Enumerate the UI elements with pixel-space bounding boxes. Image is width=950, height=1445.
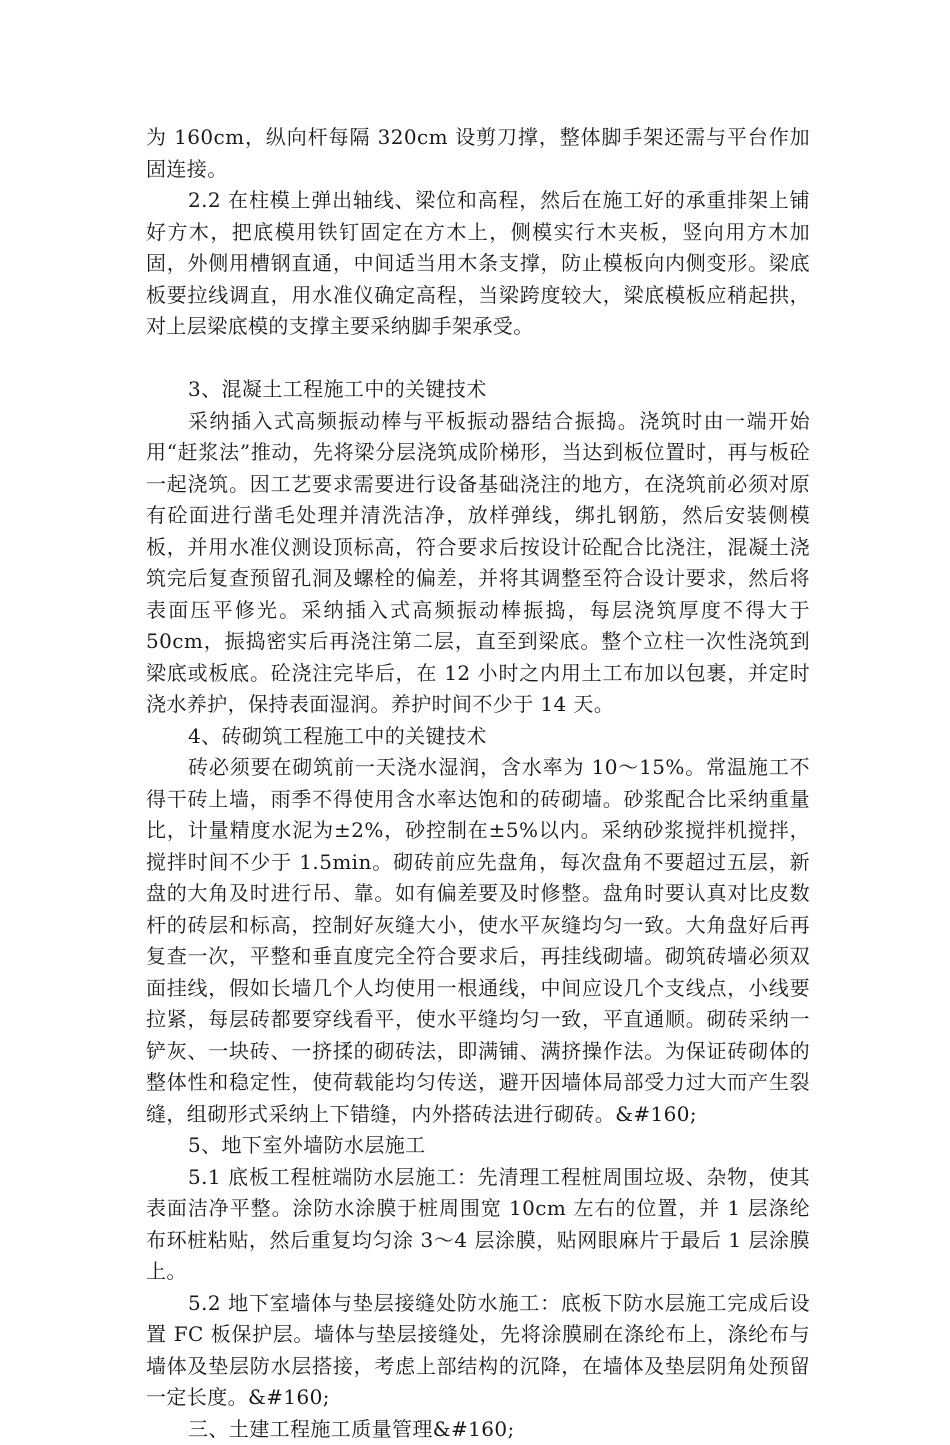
paragraph-waterproofing-5-2: 5.2 地下室墙体与垫层接缝处防水施工：底板下防水层施工完成后设置 FC 板保护层。墙体与垫层接缝处，先将涂膜刷在涤纶布上，涤纶布与墙体及垫层防水层搭接，考虑上部结构的沉降，在墙体及垫层阴角处预留一定长度。&#160; — [146, 1288, 810, 1414]
heading-masonry-techniques: 4、砖砌筑工程施工中的关键技术 — [146, 721, 810, 753]
heading-quality-management: 三、土建工程施工质量管理&#160; — [146, 1414, 810, 1445]
paragraph-spacer — [146, 343, 810, 375]
paragraph-concrete-pouring: 采纳插入式高频振动棒与平板振动器结合振捣。浇筑时由一端开始用“赶浆法”推动，先将梁分层浇筑成阶梯形，当达到板位置时，再与板砼一起浇筑。因工艺要求需要进行设备基础浇注的地方，在浇筑前必须对原有砼面进行凿毛处理并清洗洁净，放样弹线，绑扎钢筋，然后安装侧模板，并用水准仪测设顶标高，符合要求后按设计砼配合比浇注，混凝土浇筑完后复查预留孔洞及螺栓的偏差，并将其调整至符合设计要求，然后将表面压平修光。采纳插入式高频振动棒振捣，每层浇筑厚度不得大于 50cm，振捣密实后再浇注第二层，直至到梁底。整个立柱一次性浇筑到梁底或板底。砼浇注完毕后，在 12 小时之内用土工布加以包裹，并定时浇水养护，保持表面湿润。养护时间不少于 14 天。 — [146, 406, 810, 721]
paragraph-waterproofing-5-1: 5.1 底板工程桩端防水层施工：先清理工程桩周围垃圾、杂物，使其表面洁净平整。涂防水涂膜于桩周围宽 10cm 左右的位置，并 1 层涤纶布环桩粘贴，然后重复均匀涂 3～4 层涂膜，贴网眼麻片于最后 1 层涂膜上。 — [146, 1162, 810, 1288]
heading-concrete-techniques: 3、混凝土工程施工中的关键技术 — [146, 374, 810, 406]
document-page — [146, 122, 810, 1445]
heading-basement-waterproofing: 5、地下室外墙防水层施工 — [146, 1130, 810, 1162]
paragraph-scaffold-continuation: 为 160cm，纵向杆每隔 320cm 设剪刀撑，整体脚手架还需与平台作加固连接。 — [146, 122, 810, 185]
paragraph-formwork-2-2: 2.2 在柱模上弹出轴线、梁位和高程，然后在施工好的承重排架上铺好方木，把底模用铁钉固定在方木上，侧模实行木夹板，竖向用方木加固，外侧用槽钢直通，中间适当用木条支撑，防止模板向内侧变形。梁底板要拉线调直，用水准仪确定高程，当梁跨度较大，梁底模板应稍起拱，对上层梁底模的支撑主要采纳脚手架承受。 — [146, 185, 810, 343]
paragraph-masonry-work: 砖必须要在砌筑前一天浇水湿润，含水率为 10～15%。常温施工不得干砖上墙，雨季不得使用含水率达饱和的砖砌墙。砂浆配合比采纳重量比，计量精度水泥为±2%，砂控制在±5%以内。采纳砂浆搅拌机搅拌，搅拌时间不少于 1.5min。砌砖前应先盘角，每次盘角不要超过五层，新盘的大角及时进行吊、靠。如有偏差要及时修整。盘角时要认真对比皮数杆的砖层和标高，控制好灰缝大小，使水平灰缝均匀一致。大角盘好后再复查一次，平整和垂直度完全符合要求后，再挂线砌墙。砌筑砖墙必须双面挂线，假如长墙几个人均使用一根通线，中间应设几个支线点，小线要拉紧，每层砖都要穿线看平，使水平缝均匀一致，平直通顺。砌砖采纳一铲灰、一块砖、一挤揉的砌砖法，即满铺、满挤操作法。为保证砖砌体的整体性和稳定性，使荷载能均匀传送，避开因墙体局部受力过大而产生裂缝，组砌形式采纳上下错缝，内外搭砖法进行砌砖。&#160; — [146, 752, 810, 1130]
